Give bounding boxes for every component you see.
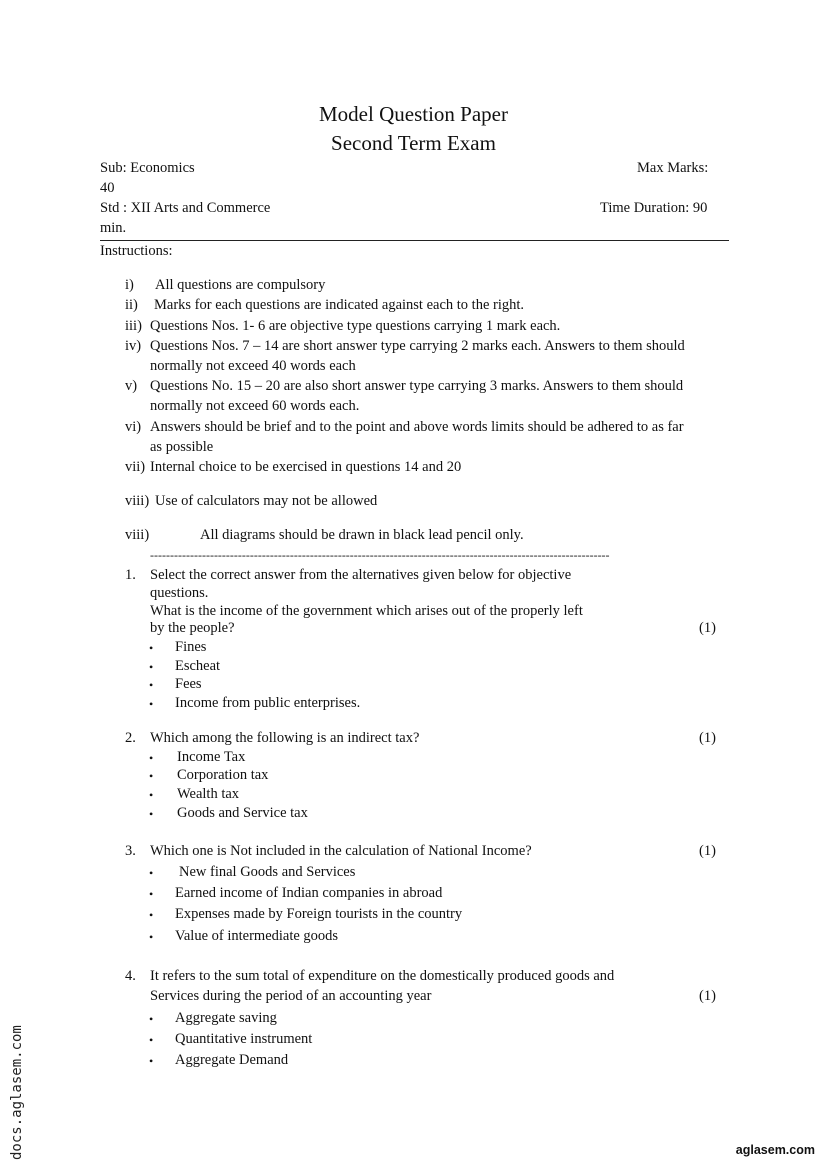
option-text: Quantitative instrument: [175, 1031, 313, 1047]
bullet-icon: •: [149, 908, 154, 922]
option-text: Wealth tax: [177, 786, 240, 802]
instruction-number: vi): [125, 419, 142, 435]
instruction-number: iii): [125, 318, 142, 334]
instruction-number: viii): [125, 493, 150, 509]
max-marks-value: 40: [100, 180, 115, 196]
option-text: Goods and Service tax: [177, 805, 308, 821]
header-divider: [100, 240, 729, 241]
question-number: 2.: [125, 730, 136, 746]
instruction-text: Questions Nos. 1- 6 are objective type questions carrying 1 mark each.: [150, 318, 561, 334]
instruction-text: Answers should be brief and to the point and above words limits should be adhered to as far: [150, 419, 684, 435]
question-text: What is the income of the government which arises out of the properly left: [150, 603, 583, 619]
bullet-icon: •: [149, 930, 154, 944]
question-text: questions.: [150, 585, 209, 601]
option-text: Value of intermediate goods: [175, 928, 339, 944]
option-text: Fees: [175, 676, 202, 692]
bullet-icon: •: [149, 660, 154, 674]
instruction-number: i): [125, 277, 134, 293]
bullet-icon: •: [149, 641, 154, 655]
bullet-icon: •: [149, 769, 154, 783]
bullet-icon: •: [149, 751, 154, 765]
bullet-icon: •: [149, 788, 154, 802]
question-number: 3.: [125, 843, 136, 859]
instruction-text: Questions Nos. 7 – 14 are short answer type carrying 2 marks each. Answers to them should: [150, 338, 685, 354]
page-subtitle: Second Term Exam: [331, 131, 496, 155]
instruction-text: All diagrams should be drawn in black lead pencil only.: [200, 527, 524, 543]
bullet-icon: •: [149, 1012, 154, 1026]
instructions-heading: Instructions:: [100, 243, 173, 259]
option-text: New final Goods and Services: [179, 864, 356, 880]
side-watermark: docs.aglasem.com: [9, 1025, 25, 1160]
question-text: It refers to the sum total of expenditure on the domestically produced goods and: [150, 968, 615, 984]
instruction-text: normally not exceed 60 words each.: [150, 398, 360, 414]
bullet-icon: •: [149, 1054, 154, 1068]
question-text: Services during the period of an accounting year: [150, 988, 432, 1004]
question-text: Which one is Not included in the calculation of National Income?: [150, 843, 532, 859]
instruction-number: v): [125, 378, 138, 394]
bullet-icon: •: [149, 678, 154, 692]
instruction-text: All questions are compulsory: [155, 277, 326, 293]
option-text: Aggregate saving: [175, 1010, 277, 1026]
bullet-icon: •: [149, 866, 154, 880]
option-text: Corporation tax: [177, 767, 269, 783]
bullet-icon: •: [149, 807, 154, 821]
instruction-number: vii): [125, 459, 146, 475]
question-marks: (1): [699, 988, 716, 1004]
instruction-text: Use of calculators may not be allowed: [155, 493, 378, 509]
question-marks: (1): [699, 730, 716, 746]
instruction-number: ii): [125, 297, 138, 313]
bullet-icon: •: [149, 887, 154, 901]
question-marks: (1): [699, 843, 716, 859]
question-number: 4.: [125, 968, 136, 984]
page-title: Model Question Paper: [319, 102, 508, 126]
question-marks: (1): [699, 620, 716, 636]
question-text: by the people?: [150, 620, 235, 636]
instruction-number: iv): [125, 338, 142, 354]
option-text: Income Tax: [177, 749, 246, 765]
instruction-text: Marks for each questions are indicated against each to the right.: [154, 297, 525, 313]
time-duration-label: Time Duration: 90: [600, 200, 708, 216]
option-text: Escheat: [175, 658, 221, 674]
instruction-text: as possible: [150, 439, 214, 455]
corner-watermark: aglasem.com: [735, 1143, 815, 1157]
question-text: Select the correct answer from the alternatives given below for objective: [150, 567, 572, 583]
dashed-separator: -------------------------------------------------------------------------------------------------------------------: [150, 548, 610, 562]
option-text: Expenses made by Foreign tourists in the country: [175, 906, 463, 922]
question-number: 1.: [125, 567, 136, 583]
option-text: Fines: [175, 639, 207, 655]
option-text: Earned income of Indian companies in abroad: [175, 885, 443, 901]
subject-label: Sub: Economics: [100, 160, 195, 176]
instruction-number: viii): [125, 527, 150, 543]
instruction-text: Internal choice to be exercised in questions 14 and 20: [150, 459, 462, 475]
instruction-text: normally not exceed 40 words each: [150, 358, 356, 374]
option-text: Income from public enterprises.: [175, 695, 361, 711]
bullet-icon: •: [149, 1033, 154, 1047]
max-marks-label: Max Marks:: [637, 160, 709, 176]
option-text: Aggregate Demand: [175, 1052, 289, 1068]
question-text: Which among the following is an indirect tax?: [150, 730, 420, 746]
std-label: Std : XII Arts and Commerce: [100, 200, 271, 216]
instruction-text: Questions No. 15 – 20 are also short answer type carrying 3 marks. Answers to them should: [150, 378, 684, 394]
bullet-icon: •: [149, 697, 154, 711]
time-duration-unit: min.: [100, 220, 127, 236]
